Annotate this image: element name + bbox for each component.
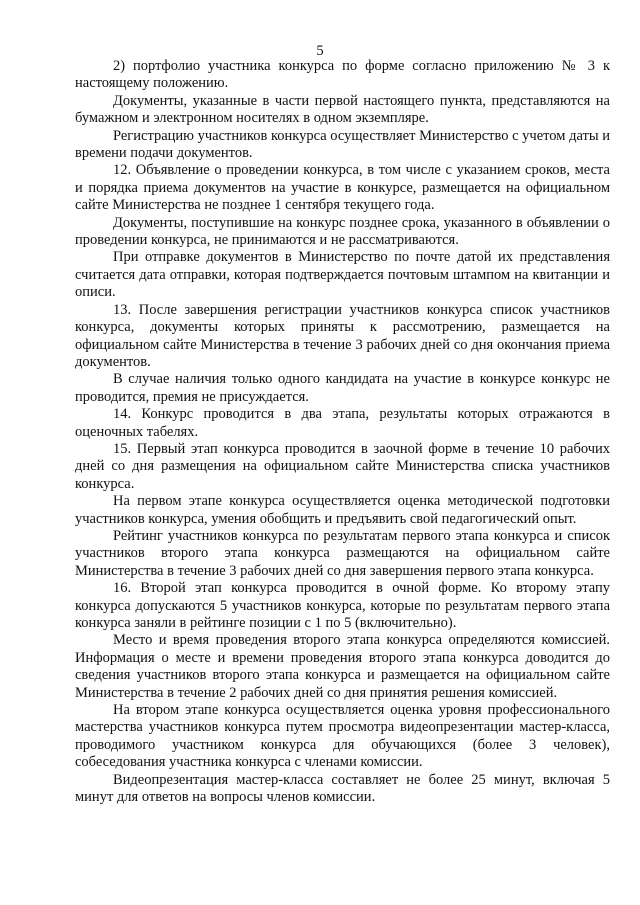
paragraph: Рейтинг участников конкурса по результатам первого этапа конкурса и список участников второго этапа конкурса размещаются на официальном сайте Министерства в течение 3 рабочих дней со дня завершения первого этапа конкурса. (75, 527, 610, 579)
paragraph: При отправке документов в Министерство по почте датой их представления считается дата отправки, которая подтверждается почтовым штампом на квитанции и описи. (75, 249, 610, 301)
paragraph: На первом этапе конкурса осуществляется оценка методической подготовки участников конкурса, умения обобщить и предъявить свой педагогический опыт. (75, 493, 610, 527)
paragraph: Регистрацию участников конкурса осуществляет Министерство с учетом даты и времени подачи документов. (75, 127, 610, 162)
paragraph: На втором этапе конкурса осуществляется оценка уровня профессионального мастерства участников конкурса путем просмотра видеопрезентации мастер-класса, проводимого участником конкурса для обучающихся (более 3 человек), собеседования участника конкурса с членами комиссии. (75, 702, 610, 771)
page-number: 5 (316, 43, 324, 59)
paragraph: 16. Второй этап конкурса проводится в очной форме. Ко второму этапу конкурса допускаются 5 участников конкурса, которые по результатам первого этапа конкурса заняли в рейтинге позиции с 1 по 5 (включительно). (75, 580, 610, 631)
paragraph: В случае наличия только одного кандидата на участие в конкурсе конкурс не проводится, премия не присуждается. (75, 371, 610, 405)
paragraph: 15. Первый этап конкурса проводится в заочной форме в течение 10 рабочих дней со дня размещения на официальном сайте Министерства списка участников конкурса. (75, 440, 610, 492)
document-body (75, 58, 610, 806)
paragraph: 14. Конкурс проводится в два этапа, результаты которых отражаются в оценочных табелях. (75, 406, 610, 440)
paragraph: 13. После завершения регистрации участников конкурса список участников конкурса, документы которых приняты к рассмотрению, размещается на официальном сайте Министерства в течение 3 рабочих дней со дня окончания приема документов. (75, 301, 610, 370)
paragraph: 12. Объявление о проведении конкурса, в том числе с указанием сроков, места и порядка приема документов на участие в конкурсе, размещается на официальном сайте Министерства не позднее 1 сентября текущего года. (75, 162, 610, 214)
paragraph: Видеопрезентация мастер-класса составляет не более 25 минут, включая 5 минут для ответов на вопросы членов комиссии. (75, 771, 610, 806)
paragraph: Документы, указанные в части первой настоящего пункта, представляются на бумажном и электронном носителях в одном экземпляре. (75, 92, 610, 127)
paragraph: 2) портфолио участника конкурса по форме согласно приложению № 3 к настоящему положению. (75, 58, 610, 92)
paragraph: Место и время проведения второго этапа конкурса определяются комиссией. Информация о месте и времени проведения второго этапа конкурса доводится до сведения участников второго этапа конкурса и размещается на официальном сайте Министерства в течение 2 рабочих дней со дня принятия решения комиссией. (75, 632, 610, 701)
paragraph: Документы, поступившие на конкурс позднее срока, указанного в объявлении о проведении конкурса, не принимаются и не рассматриваются. (75, 214, 610, 249)
